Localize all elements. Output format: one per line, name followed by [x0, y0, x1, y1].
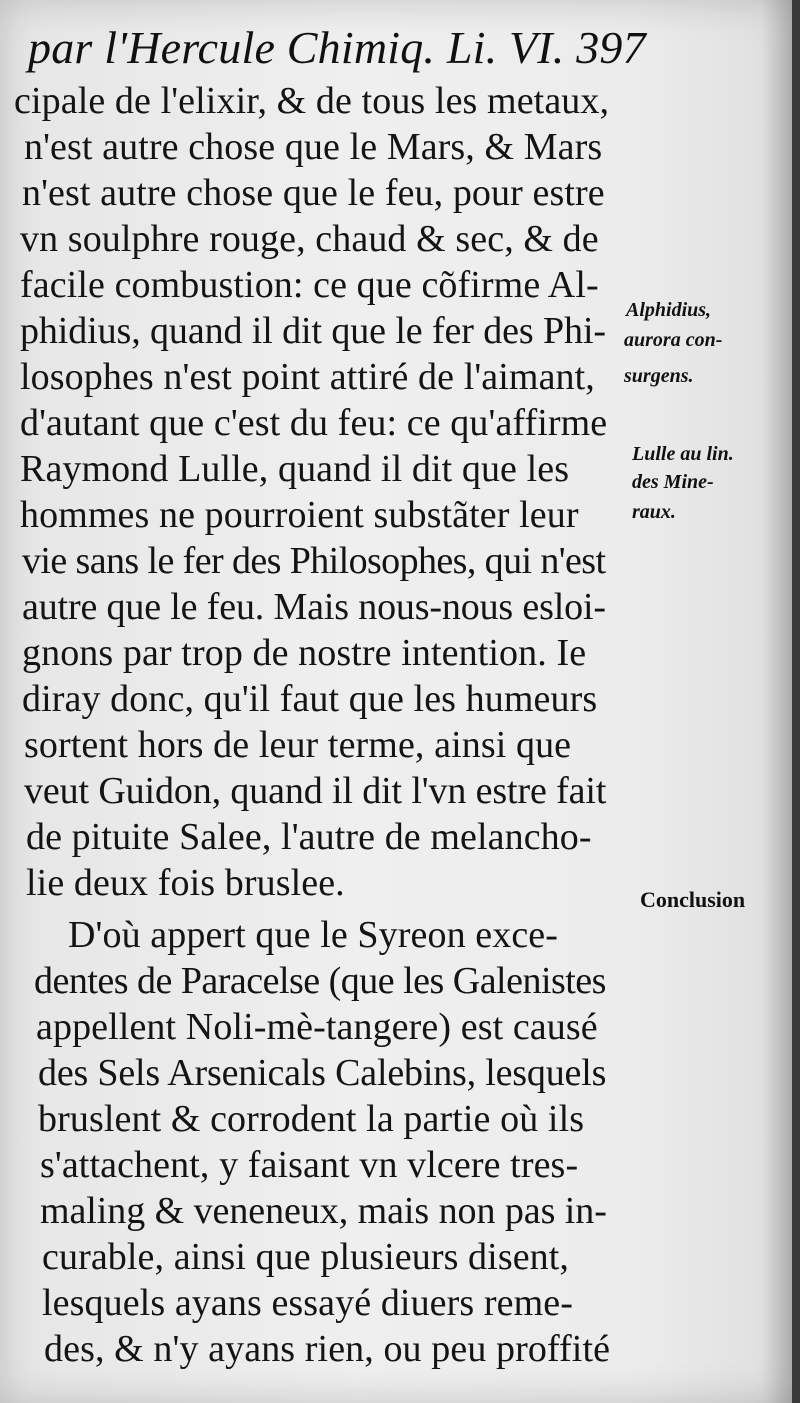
text-line: hommes ne pourroient substãter leur	[20, 494, 579, 536]
margin-note: raux.	[632, 501, 676, 523]
text-line: dentes de Paracelse (que les Galenistes	[34, 960, 606, 1002]
text-line: d'autant que c'est du feu: ce qu'affirme	[20, 402, 608, 444]
text-line: lesquels ayans essayé diuers reme-	[42, 1282, 573, 1324]
margin-note: aurora con-	[624, 329, 723, 351]
text-line: D'où appert que le Syreon exce-	[68, 914, 559, 956]
text-line: curable, ainsi que plusieurs disent,	[42, 1236, 570, 1278]
text-line: autre que le feu. Mais nous-nous esloi-	[22, 586, 606, 628]
margin-note: Alphidius,	[626, 299, 712, 321]
text-line: Raymond Lulle, quand il dit que les	[20, 448, 570, 490]
text-line: vn soulphre rouge, chaud & sec, & de	[20, 218, 599, 260]
text-line: des Sels Arsenicals Calebins, lesquels	[38, 1052, 607, 1094]
text-line: cipale de l'elixir, & de tous les metaux,	[14, 80, 610, 122]
text-line: facile combustion: ce que cõfirme Al-	[20, 264, 599, 306]
text-line: phidius, quand il dit que le fer des Phi-	[20, 310, 606, 352]
margin-note: surgens.	[624, 365, 694, 387]
margin-note-conclusion: Conclusion	[640, 887, 746, 912]
text-line: losophes n'est point attiré de l'aimant,	[20, 356, 595, 398]
margin-note: Lulle au lin.	[632, 443, 734, 465]
text-line: vie sans le fer des Philosophes, qui n'est	[22, 540, 606, 582]
text-line: lie deux fois bruslee.	[26, 862, 345, 904]
margin-note: des Mine-	[632, 471, 714, 493]
text-line: bruslent & corrodent la partie où ils	[38, 1098, 585, 1140]
text-line: maling & veneneux, mais non pas in-	[40, 1190, 607, 1232]
text-line: diray donc, qu'il faut que les humeurs	[22, 678, 598, 720]
running-header: par l'Hercule Chimiq. Li. VI. 397	[28, 22, 646, 73]
text-line: appellent Noli-mè-tangere) est causé	[36, 1006, 598, 1048]
text-line: veut Guidon, quand il dit l'vn estre fait	[24, 770, 607, 812]
text-line: de pituite Salee, l'autre de melancho-	[26, 816, 592, 858]
text-line: gnons par trop de nostre intention. Ie	[22, 632, 587, 674]
text-line: s'attachent, y faisant vn vlcere tres-	[40, 1144, 579, 1186]
text-line: n'est autre chose que le feu, pour estre	[22, 172, 605, 214]
text-line: sortent hors de leur terme, ainsi que	[24, 724, 572, 766]
text-line: des, & n'y ayans rien, ou peu proffité	[44, 1328, 611, 1370]
text-line: n'est autre chose que le Mars, & Mars	[24, 126, 603, 168]
